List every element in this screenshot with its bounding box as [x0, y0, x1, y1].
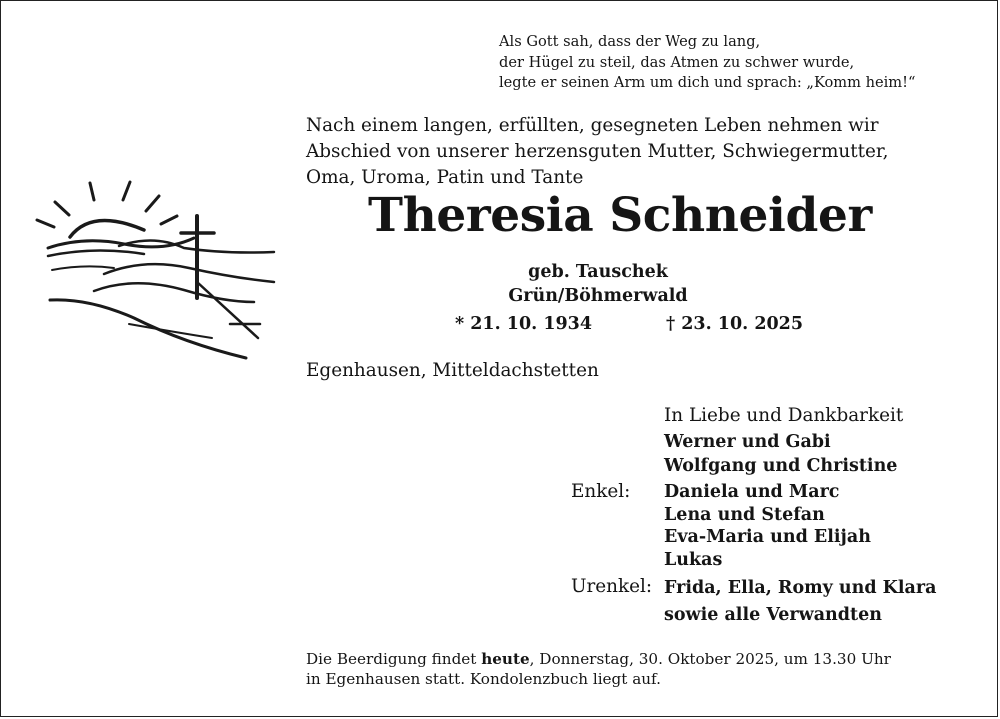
maiden-name: geb. Tauschek — [528, 262, 668, 282]
grandchildren-label: Enkel: — [571, 481, 631, 502]
mourner-entry: Werner und Gabi — [664, 432, 831, 452]
intro-line: Nach einem langen, erfüllten, gesegneten Leben nehmen wir — [306, 115, 879, 136]
mourner-entry: Eva-Maria und Elijah — [664, 527, 871, 547]
mourner-entry: Wolfgang und Christine — [664, 456, 898, 476]
quote-line: Als Gott sah, dass der Weg zu lang, — [499, 33, 761, 50]
intro-line: Oma, Uroma, Patin und Tante — [306, 167, 584, 188]
great-grandchildren-list: Frida, Ella, Romy und Klara — [664, 578, 937, 598]
funeral-line-1: Die Beerdigung findet heute, Donnerstag, 30. Oktober 2025, um 13.30 Uhr — [306, 650, 891, 668]
funeral-highlight: heute — [481, 650, 530, 668]
sunset-hills-cross-icon — [34, 178, 284, 363]
funeral-line-2: in Egenhausen statt. Kondolenzbuch liegt auf. — [306, 670, 661, 688]
mourners-heading: In Liebe und Dankbarkeit — [664, 405, 904, 426]
relatives-line: sowie alle Verwandten — [664, 605, 882, 625]
intro-line: Abschied von unserer herzensguten Mutter, Schwiegermutter, — [306, 141, 889, 162]
mourner-entry: Daniela und Marc — [664, 482, 840, 502]
quote-block — [499, 32, 915, 94]
mourner-entry: Lena und Stefan — [664, 504, 825, 525]
birth-info — [500, 260, 730, 308]
death-date: † 23. 10. 2025 — [666, 314, 804, 334]
grandchildren-list — [664, 481, 871, 571]
quote-line: der Hügel zu steil, das Atmen zu schwer wurde, — [499, 53, 855, 71]
quote-line: legte er seinen Arm um dich und sprach: „Komm heim!“ — [499, 74, 916, 91]
great-grandchildren-label: Urenkel: — [571, 576, 653, 597]
funeral-notice — [306, 649, 891, 689]
birth-date: * 21. 10. 1934 — [455, 314, 593, 334]
place-line: Egenhausen, Mitteldachstetten — [306, 360, 599, 381]
origin: Grün/Böhmerwald — [508, 286, 688, 306]
deceased-name: Theresia Schneider — [368, 188, 872, 243]
children-list — [664, 430, 897, 478]
mourner-entry: Lukas — [664, 549, 723, 570]
intro-text — [306, 113, 889, 191]
